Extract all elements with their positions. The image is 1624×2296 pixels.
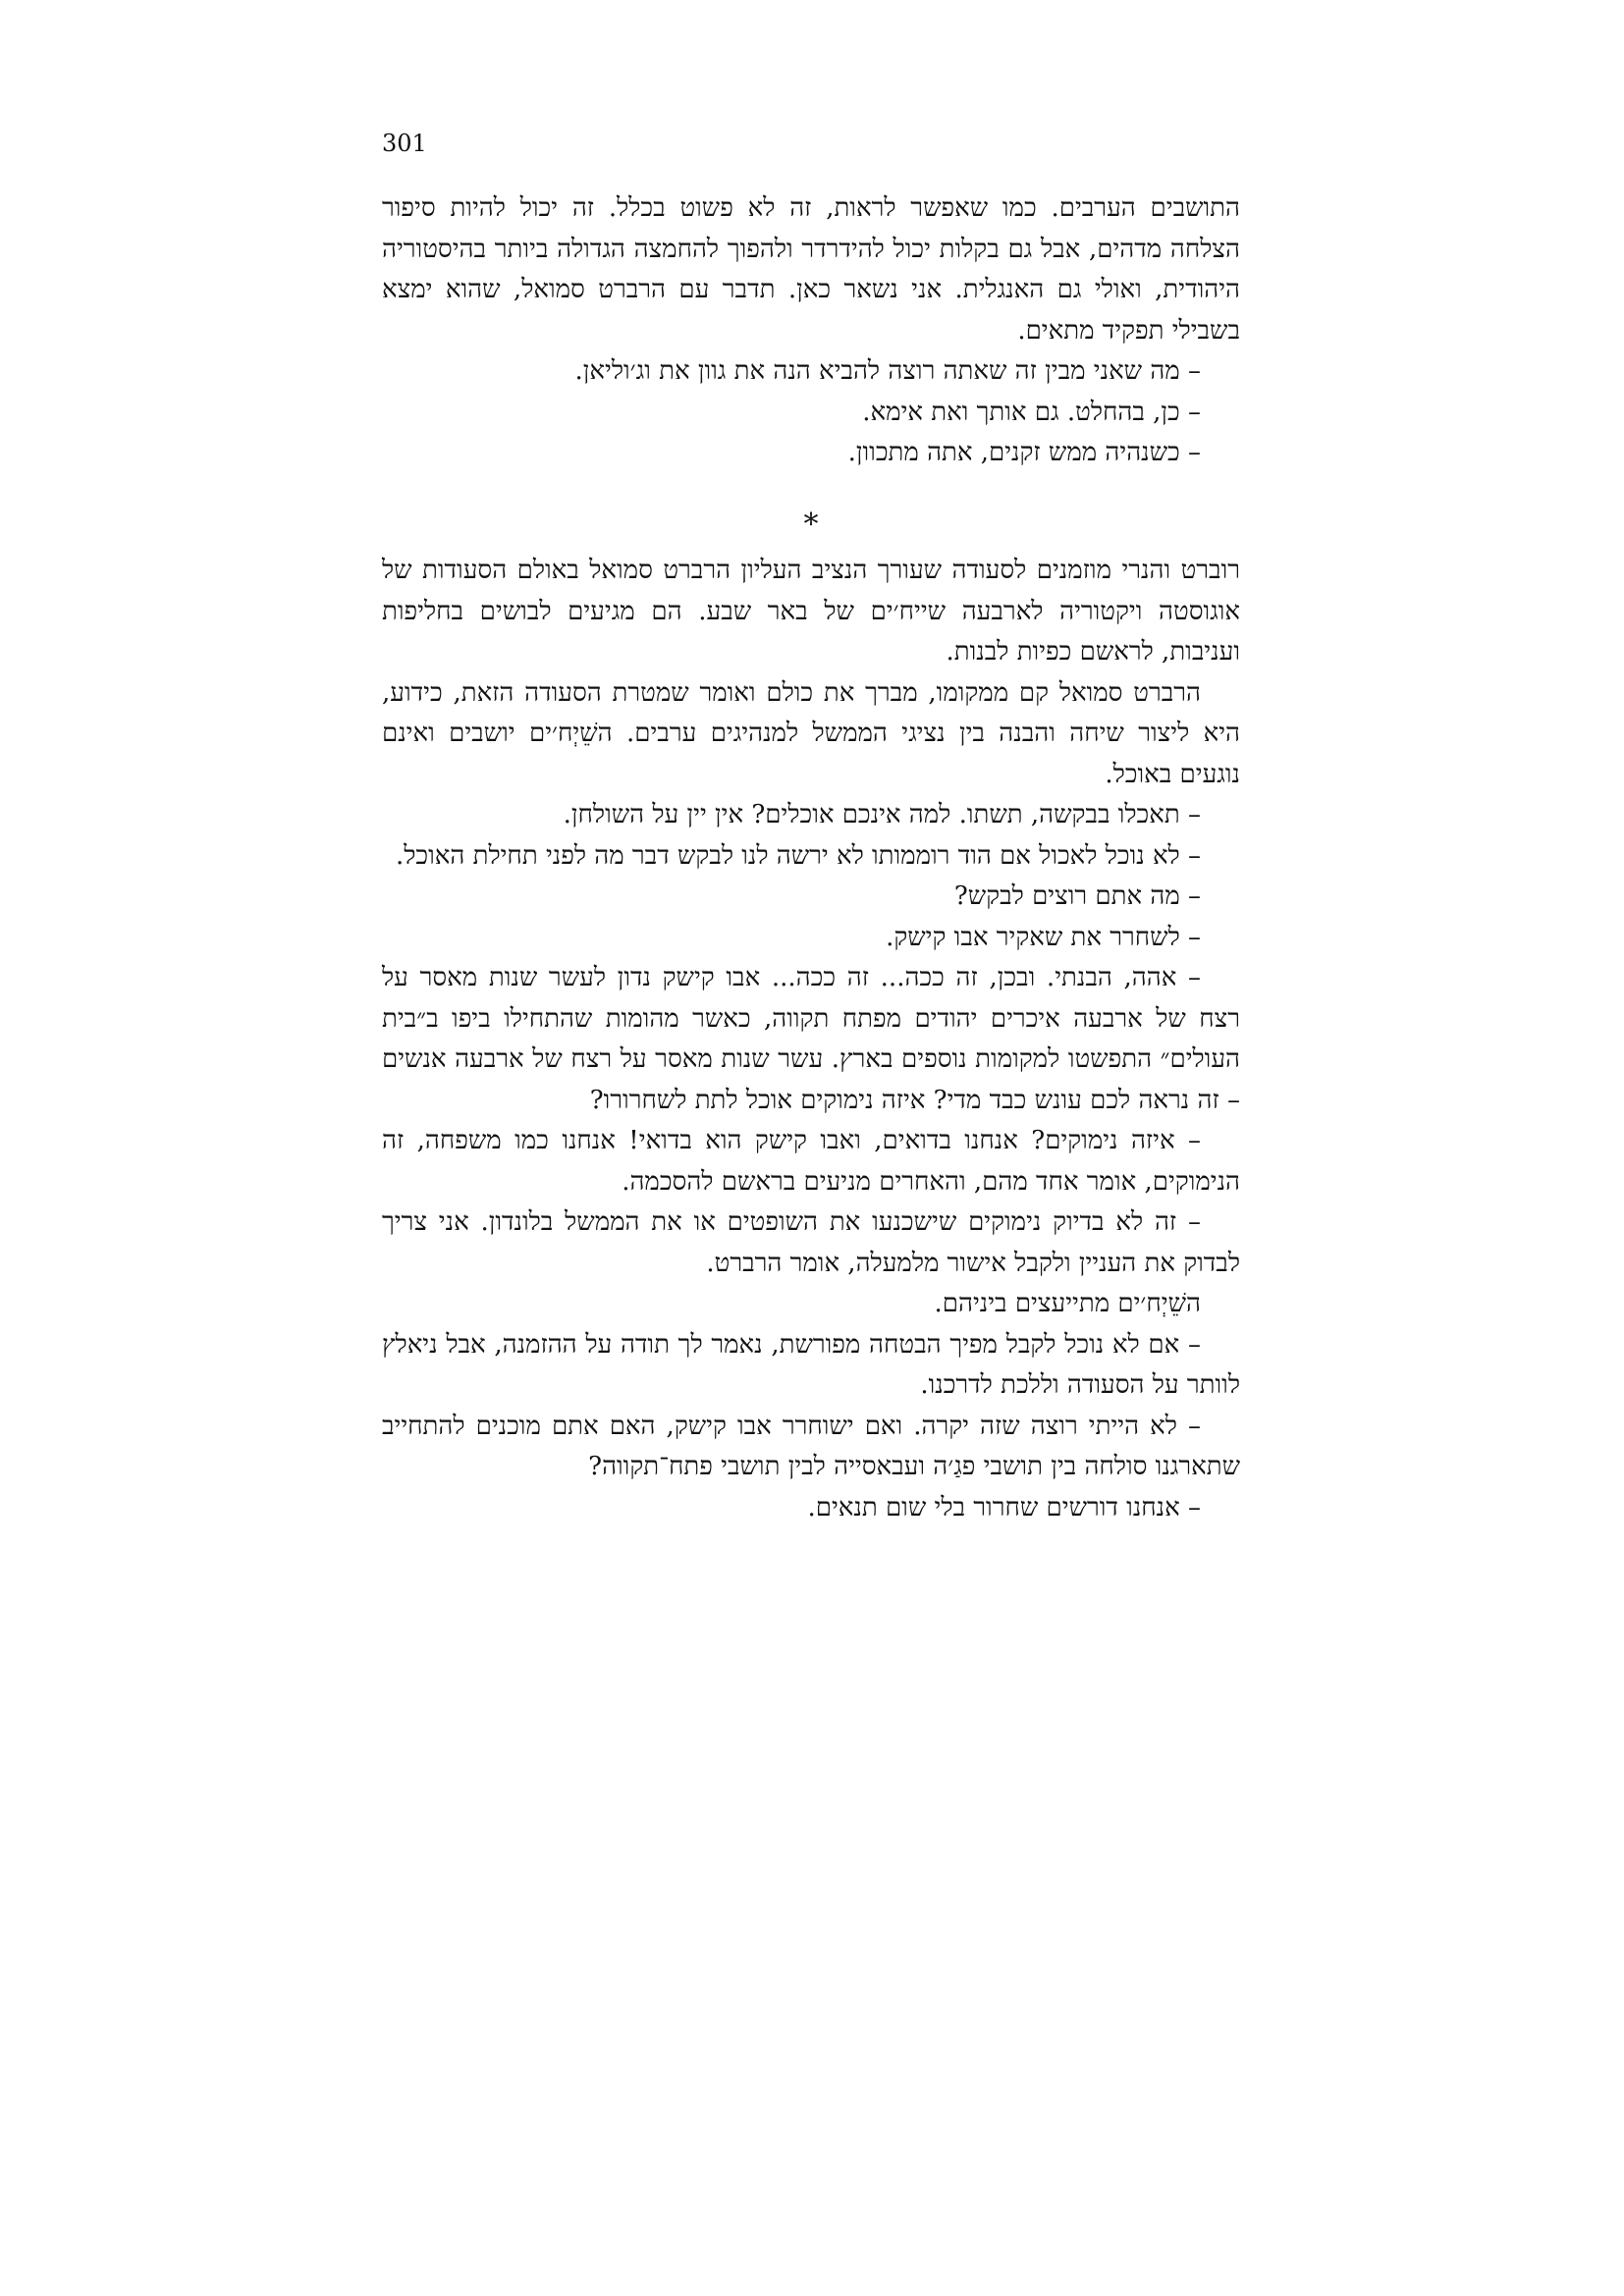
dialogue-line: – זה לא בדיוק נימוקים שישכנעו את השופטים או את הממשל בלונדון. אני צריך לבדוק את העניין ולקבל אישור מלמעלה, אומר הרברט. (382, 1207, 1240, 1278)
dialogue-line: – אם לא נוכל לקבל מפיך הבטחה מפורשת, נאמר לך תודה על ההזמנה, אבל ניאלץ לוותר על הסעודה וללכת לדרכנו. (382, 1329, 1240, 1400)
dialogue-line: – אנחנו דורשים שחרור בלי שום תנאים. (807, 1492, 1201, 1522)
dialogue-line: – כן, בהחלט. גם אותך ואת אימא. (862, 397, 1201, 427)
paragraph: הרברט סמואל קם ממקומו, מברך את כולם ואומר שמטרת הסעודה הזאת, כידוע, היא ליצור שיחה והבנה בין נציגי הממשל למנהיגים ערבים. השֵׁיְח׳ים יושבים ואינם נוגעים באוכל. (382, 677, 1240, 789)
paragraph: התושבים הערבים. כמו שאפשר לראות, זה לא פשוט בכלל. זה יכול להיות סיפור הצלחה מדהים, אבל גם בקלות יכול להידרדר ולהפוך להחמצה הגדולה ביותר בהיסטוריה היהודית, ואולי גם האנגלית. אני נשאר כאן. תדבר עם הרברט סמואל, שהוא ימצא בשבילי תפקיד מתאים. (382, 193, 1240, 346)
dialogue-line: – לשחרר את שאקיר אבו קישק. (886, 922, 1201, 952)
dialogue-line: – מה שאני מבין זה שאתה רוצה להביא הנה את גוון את וג׳וליאן. (574, 356, 1201, 386)
text-block-bottom (382, 551, 1240, 1528)
dialogue-line: – לא הייתי רוצה שזה יקרה. ואם ישוחרר אבו קישק, האם אתם מוכנים להתחייב שתארגנו סולחה בין תושבי פגַ׳ה ועבאסייה לבין תושבי פתח־תקווה? (382, 1411, 1240, 1481)
page-number: 301 (382, 130, 427, 157)
text-block-top (382, 188, 1240, 474)
dialogue-line: – איזה נימוקים? אנחנו בדואים, ואבו קישק הוא בדואי! אנחנו כמו משפחה, זה הנימוקים, אומר אחד מהם, והאחרים מניעים בראשם להסכמה. (382, 1126, 1240, 1197)
dialogue-line: – אהה, הבנתי. ובכן, זה ככה... זה ככה... אבו קישק נדון לעשר שנות מאסר על רצח של ארבעה איכרים יהודים מפתח תקווה, כאשר מהומות שהתחילו ביפו ב״בית העולים״ התפשטו למקומות נוספים בארץ. עשר שנות מאסר על רצח של ארבעה אנשים – זה נראה לכם עונש כבד מדי? איזה נימוקים אוכל לתת לשחרורו? (382, 963, 1240, 1115)
dialogue-line: – תאכלו בבקשה, תשתו. למה אינכם אוכלים? אין יין על השולחן. (563, 800, 1201, 829)
paragraph: רוברט והנרי מוזמנים לסעודה שעורך הנציב העליון הרברט סמואל באולם הסעודות של אוגוסטה ויקטוריה לארבעה שייח׳ים של באר שבע. הם מגיעים לבושים בחליפות ועניבות, לראשם כפיות לבנות. (382, 556, 1240, 667)
dialogue-line: – כשנהיה ממש זקנים, אתה מתכוון. (847, 438, 1201, 467)
section-separator: * (803, 507, 819, 542)
dialogue-line: – לא נוכל לאכול אם הוד רוממותו לא ירשה לנו לבקש דבר מה לפני תחילת האוכל. (395, 840, 1201, 871)
dialogue-line: – מה אתם רוצים לבקש? (953, 881, 1201, 911)
paragraph: השֵׁיְח׳ים מתייעצים ביניהם. (934, 1289, 1201, 1318)
